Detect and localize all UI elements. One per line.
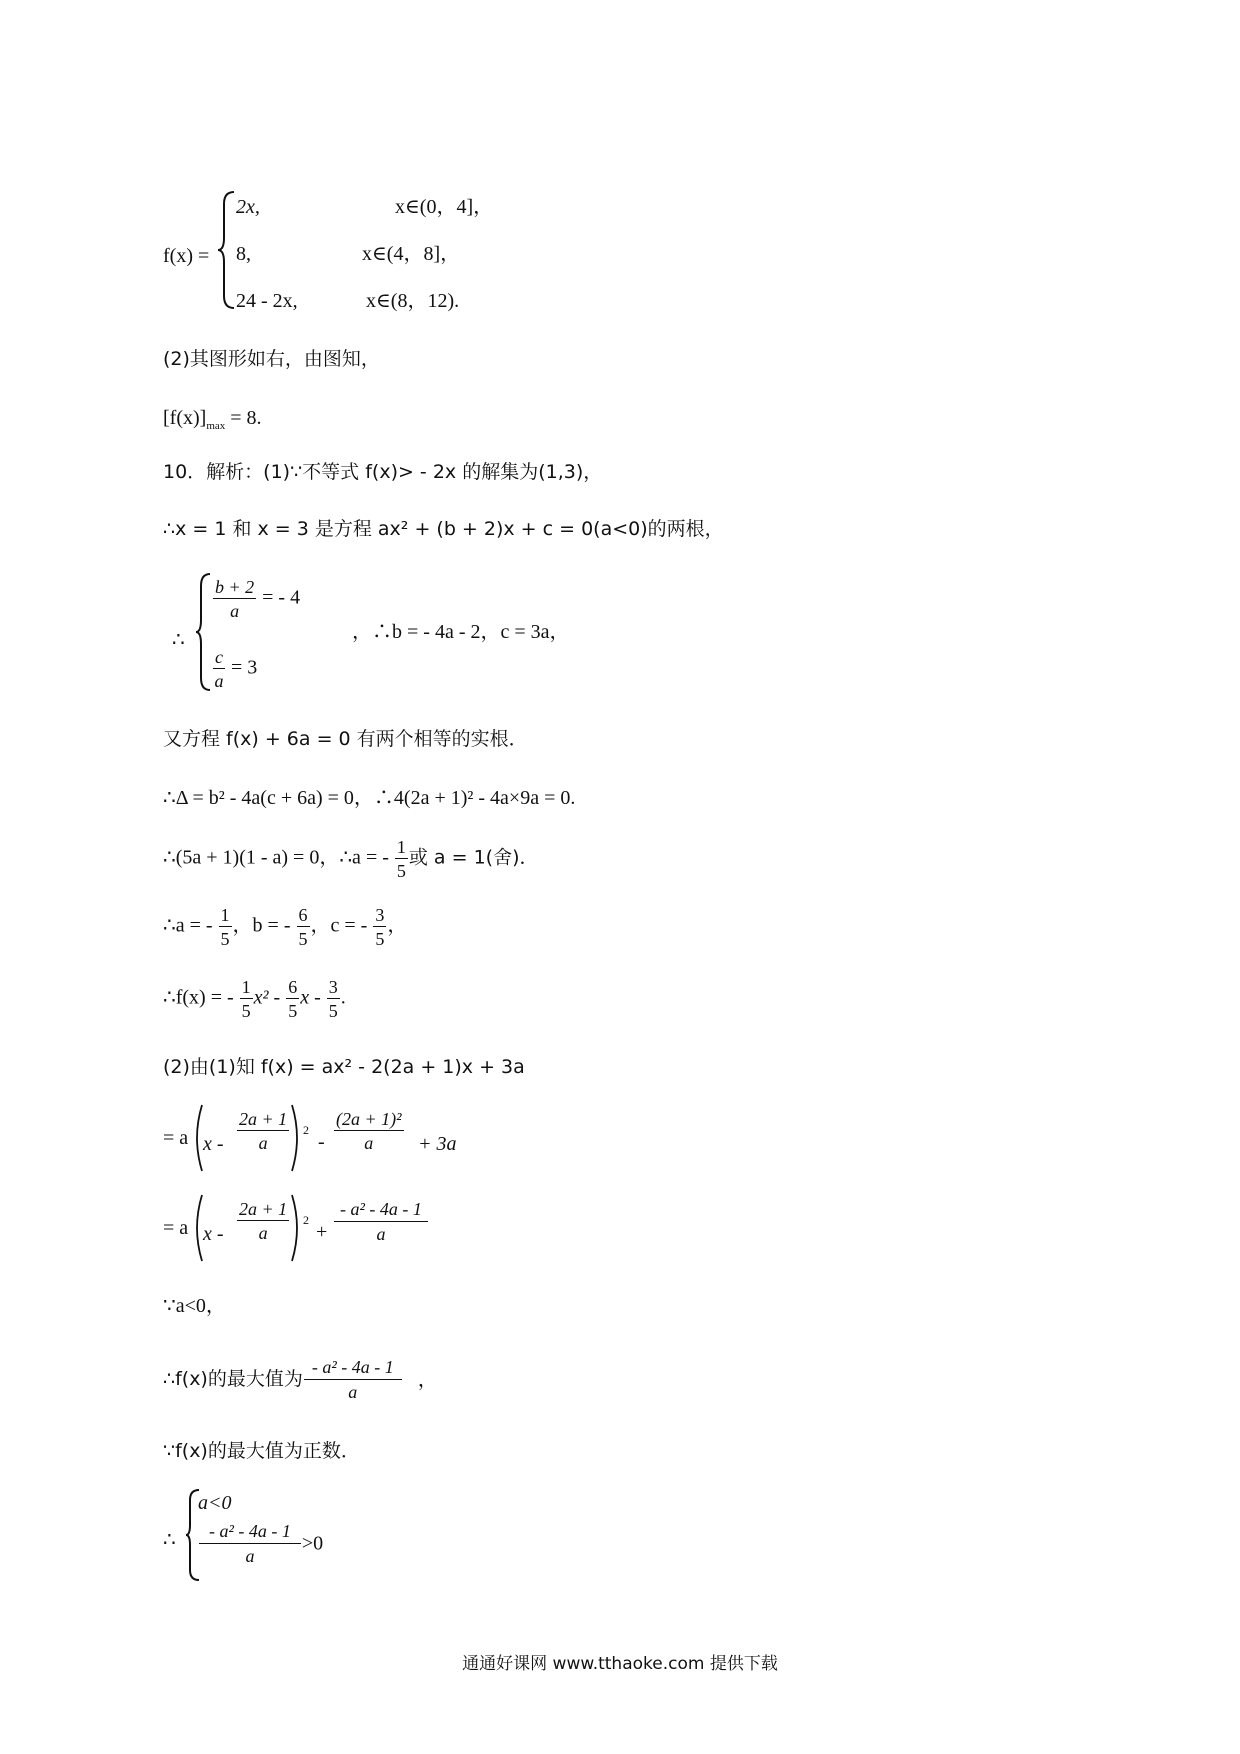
vertex2-inner: x - (203, 1223, 224, 1245)
factor-prefix: ∴(5a + 1)(1 - a) = 0，∴a = - (163, 846, 389, 869)
values-c-num: 3 (375, 905, 385, 925)
max-val-den: a (348, 1382, 358, 1402)
sys1-eq2-rhs: = 3 (231, 656, 258, 679)
vertex1-num: 2a + 1 (239, 1109, 288, 1129)
vertex1-sq: 2 (303, 1123, 309, 1137)
vertex2-num: 2a + 1 (239, 1199, 288, 1219)
sys2-row2 (198, 1522, 323, 1565)
max-val-prefix: ∴f(x)的最大值为 (163, 1368, 303, 1390)
sys2-row1: a<0 (198, 1492, 232, 1514)
fx-n1: 1 (241, 977, 251, 997)
a-neg-line: ∵a<0， (163, 1295, 226, 1317)
fx-d2: 5 (288, 1001, 298, 1021)
piecewise-row1-domain: x∈(0，4]， (395, 196, 494, 218)
right-paren-icon (290, 1193, 304, 1263)
sys1-frac1-num: b + 2 (215, 577, 255, 597)
sys1-therefore: ∴ (172, 629, 185, 651)
graph-note: (2)其图形如右，由图知， (163, 348, 380, 370)
vertex2-den: a (258, 1223, 268, 1243)
fx-end: . (340, 986, 346, 1009)
vertex1-inner: x - (203, 1133, 224, 1155)
values-end: ， (387, 914, 408, 937)
vertex2-plus: + (316, 1221, 328, 1243)
values-b-num: 6 (298, 905, 308, 925)
sys1-eq2 (212, 648, 257, 690)
vertex2-sq: 2 (303, 1213, 309, 1227)
fx-n2: 6 (288, 977, 298, 997)
max-suffix: = 8. (225, 407, 262, 429)
sys1-frac2-num: c (215, 647, 223, 667)
vertex2-lead: = a (163, 1217, 189, 1239)
values-c-den: 5 (375, 929, 385, 949)
max-line (163, 407, 262, 432)
max-val-end: ， (417, 1368, 438, 1391)
fx-line (163, 978, 346, 1020)
max-pos-line: ∵f(x)的最大值为正数． (163, 1440, 360, 1462)
left-paren-icon (190, 1103, 204, 1173)
vertex1-frac2 (333, 1110, 405, 1152)
vertex2-frac2 (333, 1200, 429, 1243)
vertex2-den2: a (376, 1224, 386, 1244)
vertex1-num2: (2a + 1)² (336, 1109, 402, 1129)
fx-d1: 5 (241, 1001, 251, 1021)
values-a-prefix: ∴a = - (163, 914, 213, 937)
sys1-result: ，∴b = - 4a - 2，c = 3a， (352, 621, 570, 643)
left-brace-icon (194, 572, 214, 692)
page-footer: 通通好课网 www.tthaoke.com 提供下载 (462, 1654, 778, 1674)
vertex1-tail: + 3a (418, 1133, 457, 1155)
left-brace-icon (216, 190, 238, 310)
vertex2-num2: - a² - 4a - 1 (334, 1200, 428, 1222)
sys1-eq1-rhs: = - 4 (262, 586, 301, 609)
fx-d3: 5 (328, 1001, 338, 1021)
values-a-den: 5 (220, 929, 230, 949)
sys1-frac2-den: a (214, 671, 224, 691)
max-val-line (163, 1358, 438, 1401)
sys1-frac1-den: a (230, 601, 240, 621)
sys2-den: a (245, 1546, 255, 1566)
values-line (163, 906, 407, 948)
piecewise-lhs: f(x) = (163, 245, 210, 267)
factor-line (163, 838, 539, 880)
q10-roots: ∴x = 1 和 x = 3 是方程 ax² + (b + 2)x + c = 0(a<0)的两根， (163, 518, 724, 540)
factor-num: 1 (396, 837, 406, 857)
left-paren-icon (190, 1193, 204, 1263)
factor-den: 5 (396, 861, 406, 881)
piecewise-row3-domain: x∈(8，12). (366, 290, 460, 312)
sys2-gt: >0 (301, 1532, 324, 1555)
piecewise-row2-expr: 8, (236, 243, 251, 265)
sys2-num: - a² - 4a - 1 (199, 1522, 301, 1544)
factor-suffix: 或 a = 1(舍)． (408, 846, 539, 869)
delta-line: ∴Δ = b² - 4a(c + 6a) = 0，∴4(2a + 1)² - 4a×9a = 0. (163, 787, 576, 809)
equal-roots: 又方程 f(x) + 6a = 0 有两个相等的实根． (163, 728, 528, 750)
max-sub: max (206, 420, 226, 432)
fx-prefix: ∴f(x) = - (163, 986, 234, 1009)
q10-intro: 10．解析：(1)∵不等式 f(x)> - 2x 的解集为(1,3)， (163, 461, 603, 483)
sys1-eq1 (212, 578, 300, 620)
fx-t1: x² - (253, 986, 281, 1009)
max-val-num: - a² - 4a - 1 (304, 1358, 402, 1380)
right-paren-icon (290, 1103, 304, 1173)
vertex1-minus: - (318, 1131, 325, 1153)
max-prefix: [f(x)] (163, 407, 207, 429)
values-c-prefix: ，c = - (310, 914, 368, 937)
sys2-therefore: ∴ (163, 1529, 176, 1551)
fx-t2: x - (300, 986, 321, 1009)
vertex2-frac (236, 1200, 290, 1242)
piecewise-row1-expr: 2x, (236, 196, 260, 218)
piecewise-row2-domain: x∈(4，8]， (362, 243, 461, 265)
vertex1-den2: a (364, 1133, 374, 1153)
piecewise-row3-expr: 24 - 2x, (236, 290, 298, 312)
vertex1-frac (236, 1110, 290, 1152)
fx-n3: 3 (328, 977, 338, 997)
part2-line: (2)由(1)知 f(x) = ax² - 2(2a + 1)x + 3a (163, 1056, 525, 1078)
values-a-num: 1 (220, 905, 230, 925)
values-b-den: 5 (298, 929, 308, 949)
vertex1-lead: = a (163, 1127, 189, 1149)
vertex1-den: a (258, 1133, 268, 1153)
values-b-prefix: ，b = - (232, 914, 291, 937)
